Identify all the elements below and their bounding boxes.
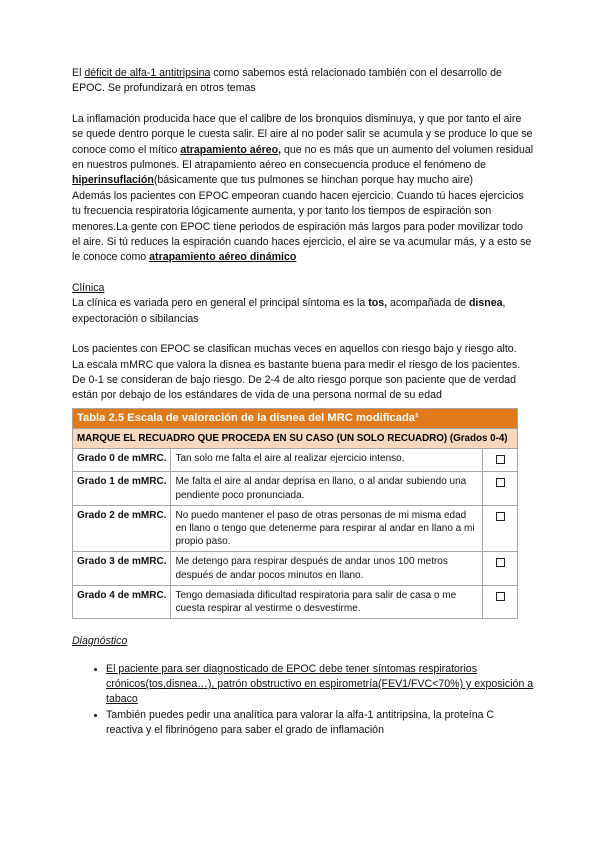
clinica-text-2: acompañada de [387, 297, 469, 310]
list-item [106, 662, 534, 708]
term-tos: tos, [368, 297, 388, 310]
inflammation-text-1: La inflamación producida hace que el calibre de los bronquios disminuya, y que por tanto el aire se quede dentro porque le cuesta salir. El aire al no poder salir se acumula y se produce lo que se conoce como el mítico [72, 112, 533, 156]
checkbox[interactable] [496, 512, 505, 521]
intro-paragraph [72, 66, 534, 97]
mmrc-table [72, 408, 518, 619]
document-body [72, 66, 534, 739]
inflammation-paragraph [72, 112, 534, 189]
grade-label: Grado 4 de mMRC. [73, 585, 171, 618]
diagnostico-criteria: El paciente para ser diagnosticado de EPOC debe tener síntomas respiratorios crónicos(tos,disnea…), patrón obstructivo en espirometría(FEV1/FVC<70%) y exposición a tabaco [106, 662, 534, 706]
table-row [73, 472, 518, 505]
list-item [106, 708, 534, 739]
checkbox[interactable] [496, 592, 505, 601]
intro-text-start: El [72, 67, 85, 79]
clinica-heading: Clínica [72, 281, 105, 294]
table-row [73, 505, 518, 552]
exercise-paragraph [72, 189, 534, 266]
exercise-text: Además los pacientes con EPOC empeoran cuando hacen ejercicio. Cuando tú haces ejercicios tu frecuencia respiratoria lógicamente aumenta, y por tanto los tiempos de espiración son menores.La gente con EPOC tiene periodos de espiración más largos para poder movilizar todo el aire. Si tú reduces la espiración cuando haces ejercicio, el aire se va acumular más, y a esto se le conoce como [72, 189, 532, 264]
table-row [73, 552, 518, 585]
checkbox[interactable] [496, 455, 505, 464]
grade-description: Me detengo para respirar después de andar unos 100 metros después de andar pocos minutos en llano. [171, 552, 483, 585]
mmrc-paragraph: La escala mMRC que valora la disnea es bastante buena para medir el riesgo de los pacientes. [72, 358, 521, 371]
table-title: Tabla 2.5 Escala de valoración de la disnea del MRC modificada¹ [73, 408, 518, 428]
grade-description: No puedo mantener el paso de otras personas de mi misma edad en llano o tengo que detenerme para respirar al andar en llano a mi propio paso. [171, 505, 483, 552]
clinica-text-3: , expectoración o sibilancias [72, 297, 506, 325]
inflammation-text-2: que no es más que un aumento del volumen residual en nuestros pulmones. El atrapamiento aéreo en consecuencia produce el fenómeno de [72, 143, 534, 172]
alfa1-link: déficit de alfa-1 antitripsina [84, 67, 211, 79]
term-atrapamiento-dinamico: atrapamiento aéreo dinámico [149, 251, 297, 264]
table-subtitle: MARQUE EL RECUADRO QUE PROCEDA EN SU CASO (UN SOLO RECUADRO) (Grados 0-4) [73, 428, 518, 448]
table-row [73, 449, 518, 472]
diagnostico-analitica: También puedes pedir una analítica para valorar la alfa-1 antitripsina, la proteína C reactiva y el fibrinógeno para saber el grado de inflamación [106, 708, 495, 737]
intro-text-end: como sabemos está relacionado también con el desarrollo de EPOC. Se profundizará en otros temas [72, 67, 502, 95]
grade-label: Grado 0 de mMRC. [73, 449, 171, 472]
clinica-paragraph [72, 296, 534, 327]
diagnostico-heading: Diagnóstico [72, 635, 128, 648]
risk-paragraph: Los pacientes con EPOC se clasifican muchas veces en aquellos con riesgo bajo y riesgo alto. [72, 343, 517, 356]
checkbox[interactable] [496, 478, 505, 487]
risk-levels-paragraph: De 0-1 se consideran de bajo riesgo. De 2-4 de alto riesgo porque son paciente que de verdad están por debajo de los estándares de vida de una persona normal de su edad [72, 373, 517, 402]
grade-label: Grado 3 de mMRC. [73, 552, 171, 585]
grade-label: Grado 2 de mMRC. [73, 505, 171, 552]
grade-description: Tan solo me falta el aire al realizar ejercicio intenso. [171, 449, 483, 472]
checkbox[interactable] [496, 558, 505, 567]
grade-label: Grado 1 de mMRC. [73, 472, 171, 505]
grade-description: Me falta el aire al andar deprisa en llano, o al andar subiendo una pendiente poco pronunciada. [171, 472, 483, 505]
table-row [73, 585, 518, 618]
term-atrapamiento-aereo: atrapamiento aéreo, [180, 143, 282, 156]
inflammation-text-3: (básicamente que tus pulmones se hinchan porque hay mucho aire) [153, 174, 474, 187]
clinica-text-1: La clínica es variada pero en general el principal síntoma es la [72, 297, 369, 310]
term-hiperinsuflacion: hiperinsuflación [72, 174, 154, 187]
diagnostico-list [72, 662, 534, 739]
term-disnea: disnea [468, 297, 503, 310]
grade-description: Tengo demasiada dificultad respiratoria para salir de casa o me cuesta respirar al vestirme o desvestirme. [171, 585, 483, 618]
